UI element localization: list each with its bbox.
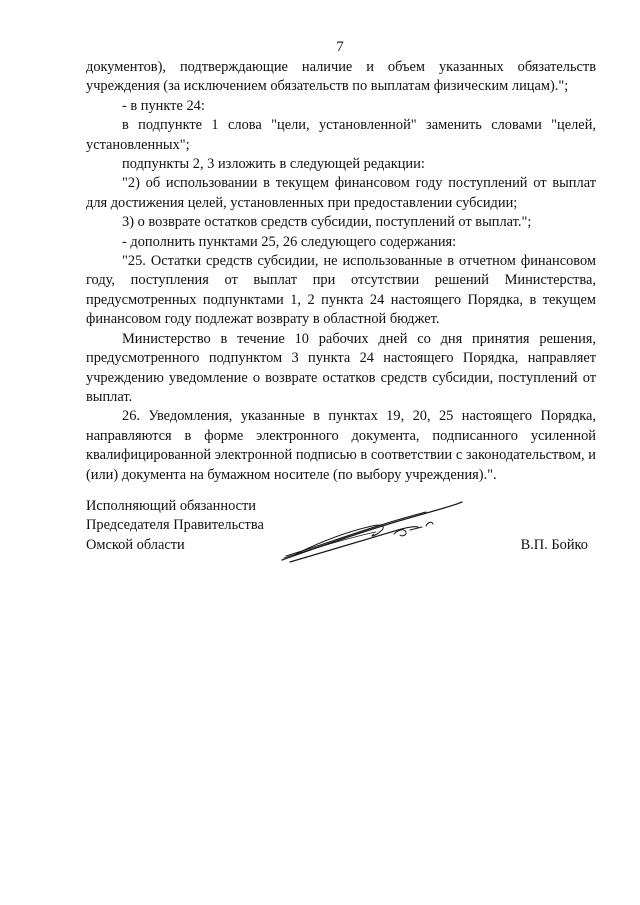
paragraph-2: - в пункте 24: <box>122 97 205 114</box>
signatory-title-line-3: Омской области <box>86 536 185 553</box>
paragraph-8: "25. Остатки средств субсидии, не использованные в отчетном финансовом году, поступления от выплат при отсутствии решений Министерства, предусмотренных подпунктами 1, 2 пункта 24 настоящего Порядка, в текущем финансовом году подлежат возврату в областной бюджет. <box>86 253 596 328</box>
signatory-title-line-2: Председателя Правительства <box>86 517 264 534</box>
paragraph-5: "2) об использовании в текущем финансовом году поступлений от выплат для достижения целей, установленных при предоставлении субсидии; <box>86 175 596 211</box>
paragraph-9: Министерство в течение 10 рабочих дней со дня принятия решения, предусмотренного подпунктом 3 пункта 24 настоящего Порядка, направляет учреждению уведомление о возврате остатков средств субсидии, поступлений от выплат. <box>86 330 596 405</box>
handwritten-signature <box>276 496 466 568</box>
paragraph-6: 3) о возврате остатков средств субсидии, поступлений от выплат."; <box>122 214 532 231</box>
paragraph-1: документов), подтверждающие наличие и объем указанных обязательств учреждения (за исключением обязательств по выплатам физическим лицам)."; <box>86 59 596 95</box>
document-body <box>86 58 596 485</box>
signatory-name: В.П. Бойко <box>520 536 588 553</box>
paragraph-7: - дополнить пунктами 25, 26 следующего содержания: <box>122 233 457 250</box>
paragraph-4: подпункты 2, 3 изложить в следующей редакции: <box>122 156 425 173</box>
signatory-title-line-1: Исполняющий обязанности <box>86 498 257 514</box>
paragraph-3: в подпункте 1 слова "цели, установленной" заменить словами "целей, установленных"; <box>86 117 596 153</box>
paragraph-10: 26. Уведомления, указанные в пунктах 19, 20, 25 настоящего Порядка, направляются в форме электронного документа, подписанного усиленной квалифицированной электронной подписью в соответствии с законодательством, и (или) документа на бумажном носителе (по выбору учреждения).". <box>86 408 596 483</box>
page-number: 7 <box>336 39 344 55</box>
